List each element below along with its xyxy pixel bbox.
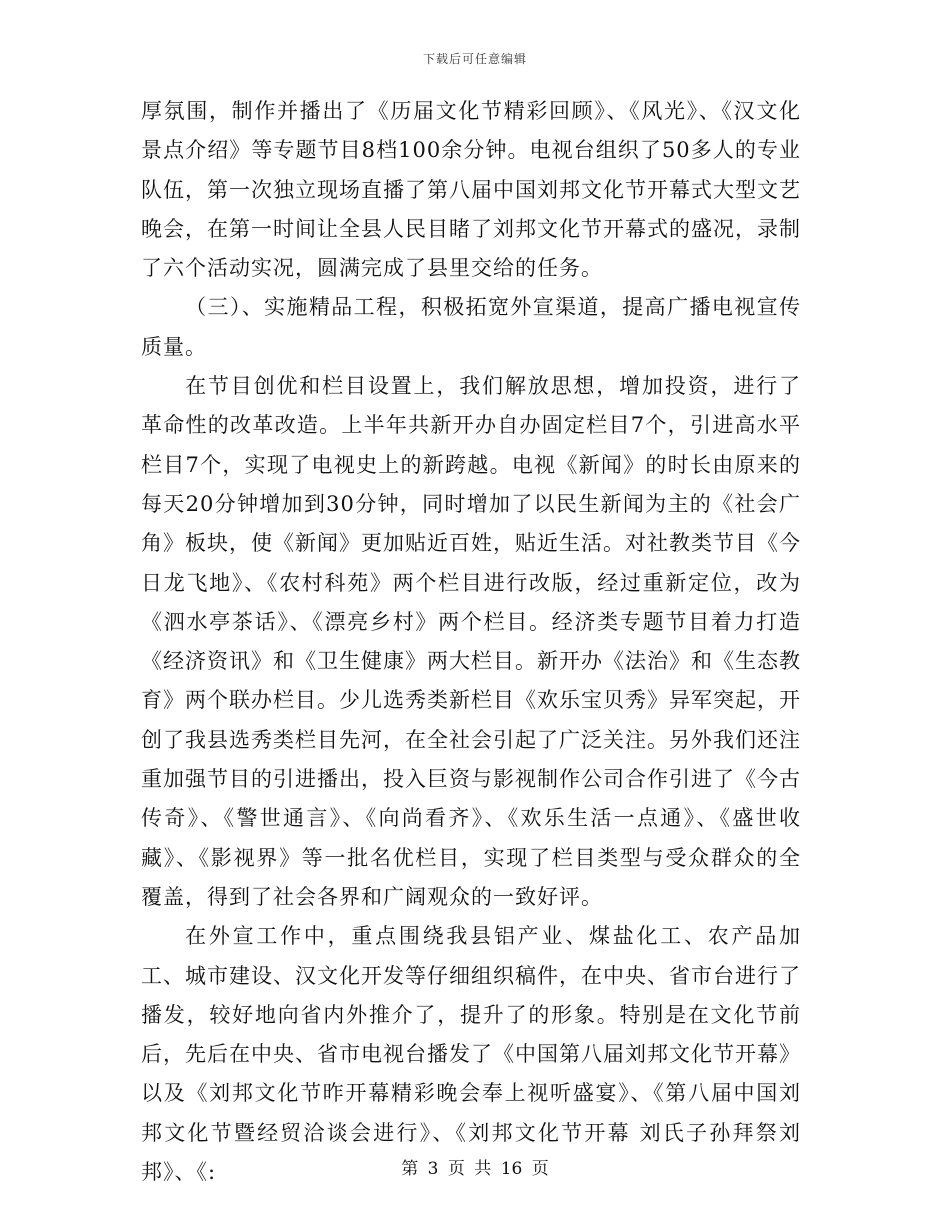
document-body	[141, 92, 801, 1192]
paragraph-program-reform: 在节目创优和栏目设置上，我们解放思想，增加投资，进行了革命性的改革改造。上半年共新开办自办固定栏目7个，引进高水平栏目7个，实现了电视史上的新跨越。电视《新闻》的时长由原来的每天20分钟增加到30分钟，同时增加了以民生新闻为主的《社会广角》板块，使《新闻》更加贴近百姓，贴近生活。对社教类节目《今日龙飞地》、《农村科苑》两个栏目进行改版，经过重新定位，改为《泗水亭茶话》、《漂亮乡村》两个栏目。经济类专题节目着力打造《经济资讯》和《卫生健康》两大栏目。新开办《法治》和《生态教育》两个联办栏目。少儿选秀类新栏目《欢乐宝贝秀》异军突起，开创了我县选秀类栏目先河，在全社会引起了广泛关注。另外我们还注重加强节目的引进播出，投入巨资与影视制作公司合作引进了《今古传奇》、《警世通言》、《向尚看齐》、《欢乐生活一点通》、《盛世收藏》、《影视界》等一批名优栏目，实现了栏目类型与受众群众的全覆盖，得到了社会各界和广阔观众的一致好评。	[141, 374, 801, 909]
page-header: 下载后可任意编辑	[422, 52, 527, 66]
paragraph-external-publicity: 在外宣工作中，重点围绕我县铝产业、煤盐化工、农产品加工、城市建设、汉文化开发等仔细组织稿件，在中央、省市台进行了播发，较好地向省内外推介了，提升了的形象。特别是在文化节前后，先后在中央、省市电视台播发了《中国第八届刘邦文化节开幕》以及《刘邦文化节昨开幕精彩晚会奉上视听盛宴》、《第八届中国刘邦文化节暨经贸洽谈会进行》、《刘邦文化节开幕 刘氏子孙拜祭刘邦》、《:	[141, 924, 801, 1185]
section-heading-three: （三）、实施精品工程，积极拓宽外宣渠道，提高广播电视宣传质量。	[141, 295, 801, 359]
page-number-footer: 第 3 页 共 16 页	[401, 1159, 549, 1179]
paragraph-continuation: 厚氛围，制作并播出了《历届文化节精彩回顾》、《风光》、《汉文化景点介绍》等专题节目8档100余分钟。电视台组织了50多人的专业队伍，第一次独立现场直播了第八届中国刘邦文化节开幕式大型文艺晚会，在第一时间让全县人民目睹了刘邦文化节开幕式的盛况，录制了六个活动实况，圆满完成了县里交给的任务。	[141, 99, 801, 281]
